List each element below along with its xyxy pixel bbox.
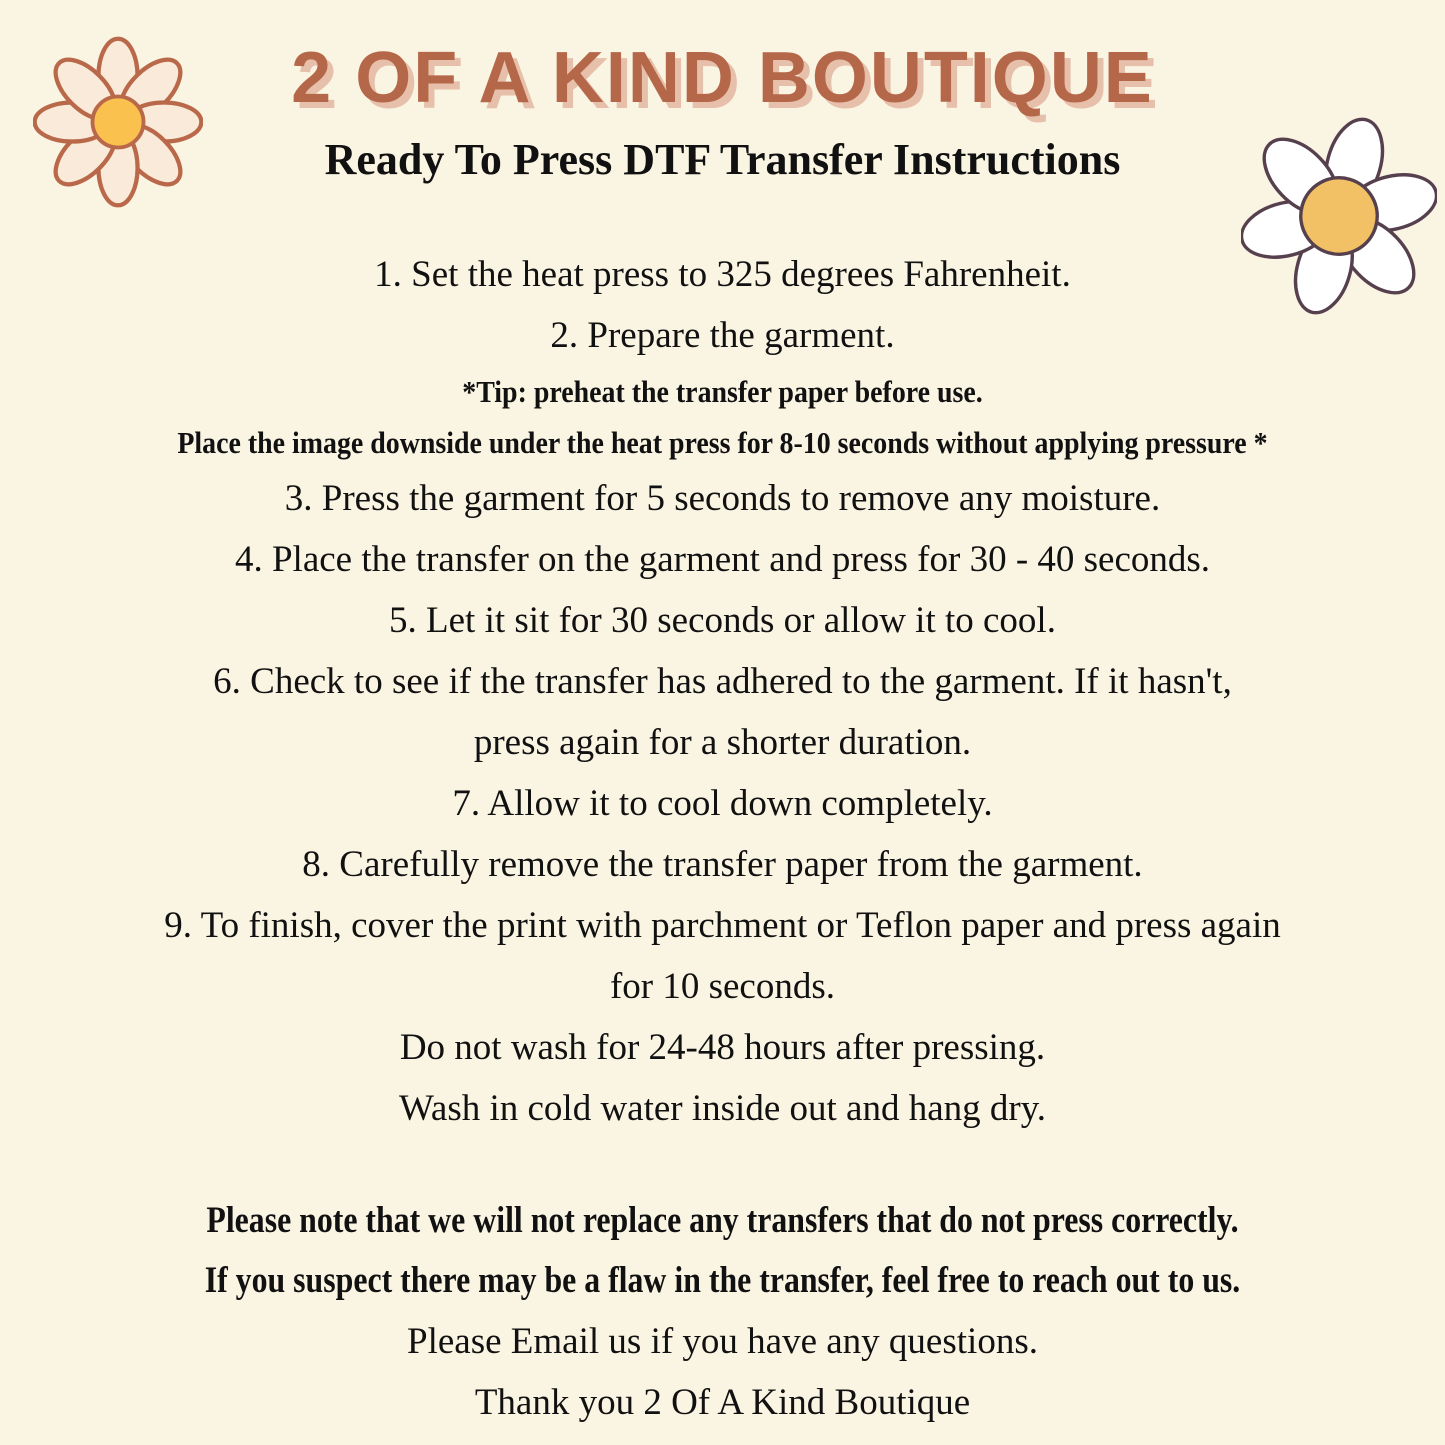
- page-subtitle: Ready To Press DTF Transfer Instructions: [324, 135, 1121, 184]
- instruction-step-9: 9. To finish, cover the print with parchment or Teflon paper and press again: [164, 905, 1281, 946]
- instructions-list: [0, 244, 1445, 1433]
- instruction-step-5: 5. Let it sit for 30 seconds or allow it to cool.: [389, 600, 1056, 641]
- instruction-step-7: 7. Allow it to cool down completely.: [452, 783, 993, 824]
- instruction-step-8: 8. Carefully remove the transfer paper from the garment.: [302, 844, 1143, 885]
- wash-warning-line: Do not wash for 24-48 hours after pressing.: [399, 1027, 1046, 1068]
- brand-title: 2 OF A KIND BOUTIQUE: [291, 38, 1154, 118]
- thanks-line: Thank you 2 Of A Kind Boutique: [474, 1382, 971, 1423]
- instruction-step-1: 1. Set the heat press to 325 degrees Fahrenheit.: [374, 254, 1071, 295]
- email-line: Please Email us if you have any questions.: [407, 1321, 1038, 1362]
- wash-care-line: Wash in cold water inside out and hang dry.: [398, 1088, 1047, 1129]
- tip-line-2: Place the image downside under the heat press for 8-10 seconds without applying pressure *: [177, 425, 1268, 460]
- no-replace-note-line: Please note that we will not replace any transfers that do not press correctly.: [206, 1200, 1239, 1241]
- instruction-step-2: 2. Prepare the garment.: [550, 315, 895, 356]
- instruction-step-9-cont: for 10 seconds.: [609, 966, 836, 1007]
- flaw-contact-note-line: If you suspect there may be a flaw in the transfer, feel free to reach out to us.: [204, 1260, 1241, 1301]
- instruction-step-6: 6. Check to see if the transfer has adhered to the garment. If it hasn't,: [213, 661, 1232, 702]
- instruction-step-3: 3. Press the garment for 5 seconds to remove any moisture.: [284, 478, 1161, 519]
- instruction-step-6-cont: press again for a shorter duration.: [473, 722, 972, 763]
- tip-line-1: *Tip: preheat the transfer paper before use.: [462, 374, 983, 409]
- header: [0, 0, 1445, 184]
- instruction-step-4: 4. Place the transfer on the garment and press for 30 - 40 seconds.: [234, 539, 1211, 580]
